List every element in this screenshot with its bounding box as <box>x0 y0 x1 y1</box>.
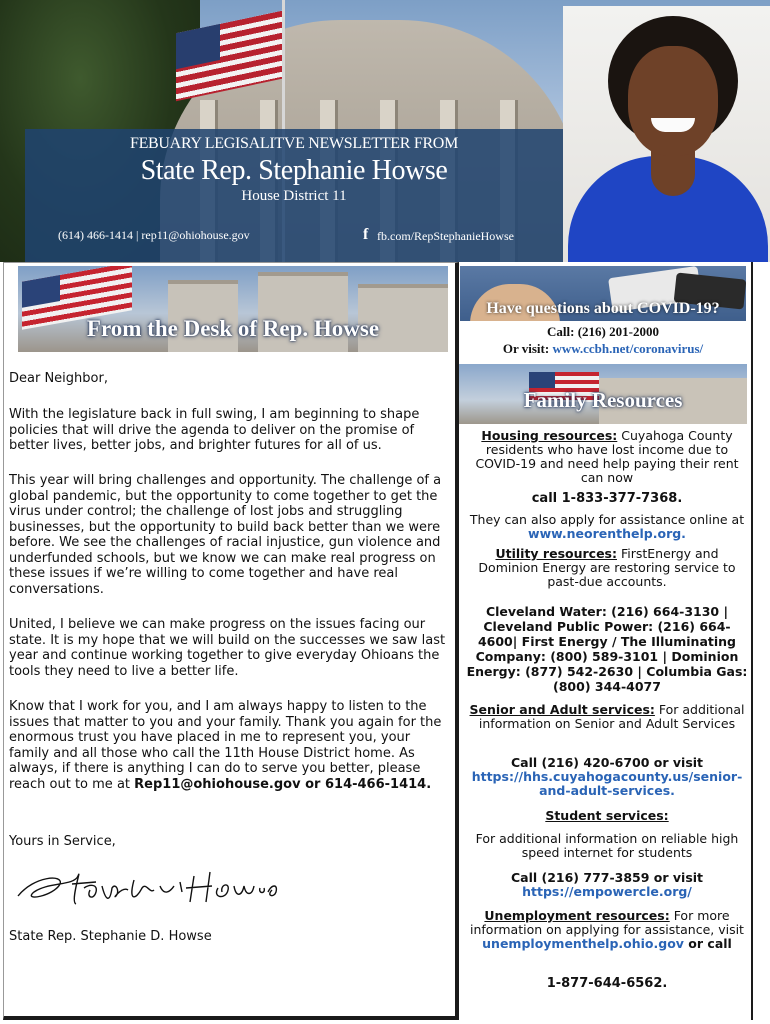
desk-title: From the Desk of Rep. Howse <box>86 316 380 341</box>
signature <box>14 862 284 912</box>
district-label: House District 11 <box>241 188 347 204</box>
utility-resources: Utility resources: FirstEnergy and Dominion Energy are restoring service to past-due accounts. <box>478 546 736 589</box>
unemployment-link[interactable]: unemploymenthelp.ohio.gov <box>482 936 684 951</box>
contact-bar <box>25 208 563 262</box>
header-banner <box>0 0 770 262</box>
student-link[interactable]: https://empowercle.org/ <box>522 884 692 899</box>
paragraph-2: This year will bring challenges and opportunity. The challenge of a global pandemic, but the opportunity to come together to get the virus under control; the challenge of lost jobs and struggling businesses, but the opportunity to build back better than we were before. We see the challenges of racial injustice, gun violence and underfunded schools, but we know we can make real progress on these issues if we’re willing to come together and have real conversations. <box>9 473 442 597</box>
representative-name: State Rep. Stephanie Howse <box>140 155 448 186</box>
utility-label: Utility resources: <box>495 546 617 561</box>
facebook-link[interactable]: fb.com/RepStephanieHowse <box>377 229 514 243</box>
paragraph-1: With the legislature back in full swing, I am beginning to shape policies that will drive the agenda to deliver on the promise of better lives, better jobs, and brighter futures for all of us. <box>9 407 420 453</box>
phone-email: (614) 466-1414 | rep11@ohiohouse.gov <box>58 228 250 242</box>
covid-banner <box>460 266 746 321</box>
student-call: Call (216) 777-3859 or visit https://empowercle.org/ <box>510 870 704 899</box>
representative-photo <box>563 6 770 262</box>
housing-apply: They can also apply for assistance online at www.neorenthelp.org. <box>469 512 745 541</box>
student-text: For additional information on reliable high speed internet for students <box>475 831 739 860</box>
paragraph-4 <box>9 699 453 792</box>
family-banner <box>459 364 747 424</box>
signoff: State Rep. Stephanie D. Howse <box>9 929 212 944</box>
housing-resources: Housing resources: Cuyahoga County residents who have lost income due to COVID-19 and need help paying their rent can now <box>475 428 739 485</box>
closing: Yours in Service, <box>9 834 116 849</box>
contact-info: Rep11@ohiohouse.gov or 614-466-1414. <box>134 776 432 792</box>
unemployment-phone: 1-877-644-6562. <box>546 976 668 991</box>
student-services <box>466 809 748 823</box>
unemployment-label: Unemployment resources: <box>484 908 670 923</box>
covid-link[interactable]: www.ccbh.net/coronavirus/ <box>552 341 704 356</box>
senior-link[interactable]: https://hhs.cuyahogacounty.us/senior-and-adult-services. <box>471 769 743 798</box>
housing-call: call 1-833-377-7368. <box>531 491 683 506</box>
senior-services: Senior and Adult services: For additional information on Senior and Adult Services <box>469 702 745 731</box>
paragraph-4-text: Know that I work for you, and I am always happy to listen to the issues that matter to you and your family. Thank you again for the enormous trust you have placed in me to represent you, your family and all those who call the 11th House District home. As always, if there is anything I can do to serve you better, please reach out to me at <box>9 699 442 792</box>
housing-label: Housing resources: <box>481 428 618 443</box>
utility-numbers: Cleveland Water: (216) 664-3130 | Cleveland Public Power: (216) 664-4600| First Energy / The Illuminating Company: (800) 589-3101 | Dominion Energy: (877) 542-2630 | Columbia Gas: (800) 344-4077 <box>466 604 748 694</box>
covid-title: Have questions about COVID-19? <box>486 300 720 317</box>
unemployment-resources: Unemployment resources: For more information on applying for assistance, visit unemploymenthelp.ohio.gov or call <box>470 908 744 951</box>
family-title: Family Resources <box>523 388 683 412</box>
housing-link[interactable]: www.neorenthelp.org. <box>528 526 686 541</box>
senior-label: Senior and Adult services: <box>469 702 655 717</box>
desk-banner <box>18 266 448 352</box>
newsletter-line: FEBUARY LEGISALITVE NEWSLETTER FROM <box>129 135 458 152</box>
paragraph-3: United, I believe we can make progress on the issues facing our state. It is my hope that we will build on the successes we saw last year and continue working together to give everyday Ohioans the tools they need to live a better life. <box>9 617 446 679</box>
student-label: Student services: <box>545 808 669 823</box>
senior-call: Call (216) 420-6700 or visit https://hhs.cuyahogacounty.us/senior-and-adult-services. <box>471 755 743 798</box>
covid-call: Call: (216) 201-2000 <box>547 324 659 339</box>
facebook-icon: f <box>363 226 369 243</box>
greeting: Dear Neighbor, <box>9 371 108 386</box>
covid-visit: Or visit: www.ccbh.net/coronavirus/ <box>502 341 704 356</box>
